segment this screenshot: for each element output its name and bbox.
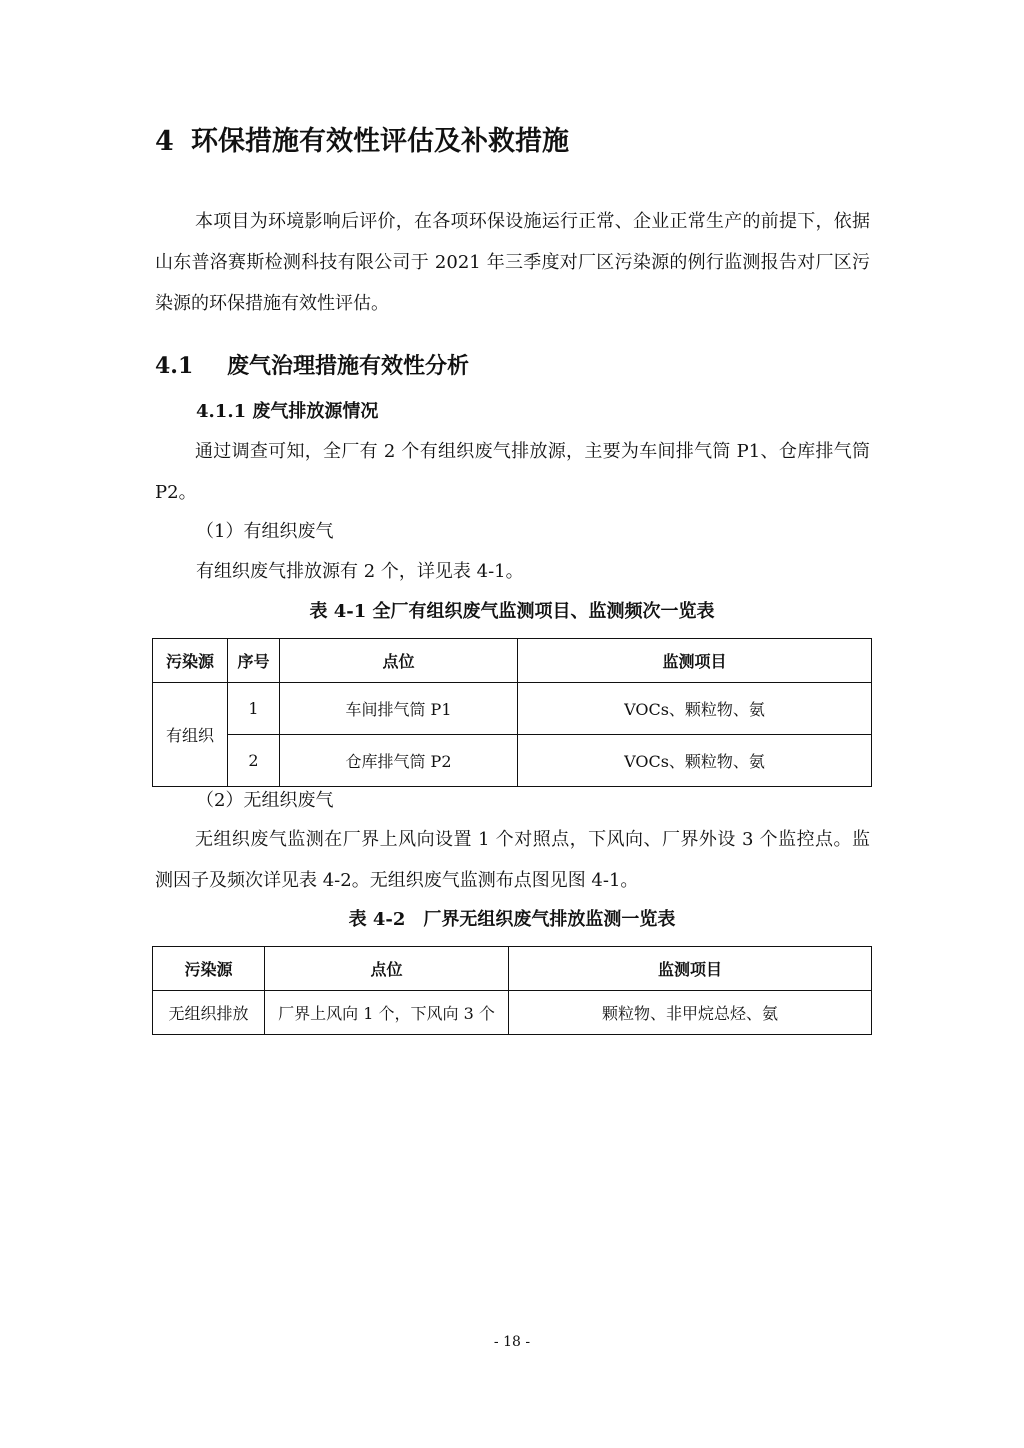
- organized-gas-text: 有组织废气排放源有 2 个，详见表 4-1。: [196, 561, 524, 582]
- table2-header-row: [153, 947, 872, 991]
- table1-group-cell: 有组织: [153, 683, 228, 787]
- table1-header-seq: 序号: [228, 639, 280, 683]
- table1-header-row: [153, 639, 872, 683]
- fugitive-gas-subheading: （2）无组织废气: [196, 790, 334, 811]
- section-heading: [155, 348, 469, 384]
- section-number: 4.1: [155, 353, 194, 379]
- table1-point-cell: 车间排气筒 P1: [280, 683, 518, 735]
- table2-caption: 表 4-2 厂界无组织废气排放监测一览表: [348, 909, 676, 930]
- table2-header-point: 点位: [265, 947, 509, 991]
- sources-paragraph: 通过调查可知，全厂有 2 个有组织废气排放源，主要为车间排气筒 P1、仓库排气筒 P2。: [155, 441, 870, 503]
- intro-paragraph: 本项目为环境影响后评价，在各项环保设施运行正常、企业正常生产的前提下，依据山东普洛赛斯检测科技有限公司于 2021 年三季度对厂区污染源的例行监测报告对厂区污染源的环保措施有效性评估。: [155, 211, 870, 314]
- table-row: [153, 683, 872, 735]
- chapter-number: 4: [155, 126, 174, 157]
- table2-source-cell: 无组织排放: [153, 991, 265, 1035]
- table1-header-items: 监测项目: [518, 639, 872, 683]
- table-row: [153, 735, 872, 787]
- table1-header-source: 污染源: [153, 639, 228, 683]
- table2-items-cell: 颗粒物、非甲烷总烃、氨: [509, 991, 872, 1035]
- chapter-title: 环保措施有效性评估及补救措施: [191, 126, 569, 157]
- table1-seq-cell: 1: [228, 683, 280, 735]
- table2: [152, 946, 872, 1035]
- table1: [152, 638, 872, 787]
- table1-seq-cell: 2: [228, 735, 280, 787]
- organized-gas-subheading: （1）有组织废气: [196, 521, 334, 542]
- table1-items-cell: VOCs、颗粒物、氨: [518, 735, 872, 787]
- page-number: - 18 -: [493, 1334, 531, 1350]
- chapter-heading: [155, 122, 569, 162]
- table1-header-point: 点位: [280, 639, 518, 683]
- fugitive-gas-paragraph: 无组织废气监测在厂界上风向设置 1 个对照点，下风向、厂界外设 3 个监控点。监测因子及频次详见表 4-2。无组织废气监测布点图见图 4-1。: [155, 829, 870, 891]
- table-row: [153, 991, 872, 1035]
- table2-point-cell: 厂界上风向 1 个，下风向 3 个: [265, 991, 509, 1035]
- subsection-heading: 4.1.1 废气排放源情况: [196, 401, 379, 422]
- table2-header-source: 污染源: [153, 947, 265, 991]
- table1-point-cell: 仓库排气筒 P2: [280, 735, 518, 787]
- table1-items-cell: VOCs、颗粒物、氨: [518, 683, 872, 735]
- table2-header-items: 监测项目: [509, 947, 872, 991]
- section-title: 废气治理措施有效性分析: [227, 353, 470, 379]
- table1-caption: 表 4-1 全厂有组织废气监测项目、监测频次一览表: [309, 601, 715, 622]
